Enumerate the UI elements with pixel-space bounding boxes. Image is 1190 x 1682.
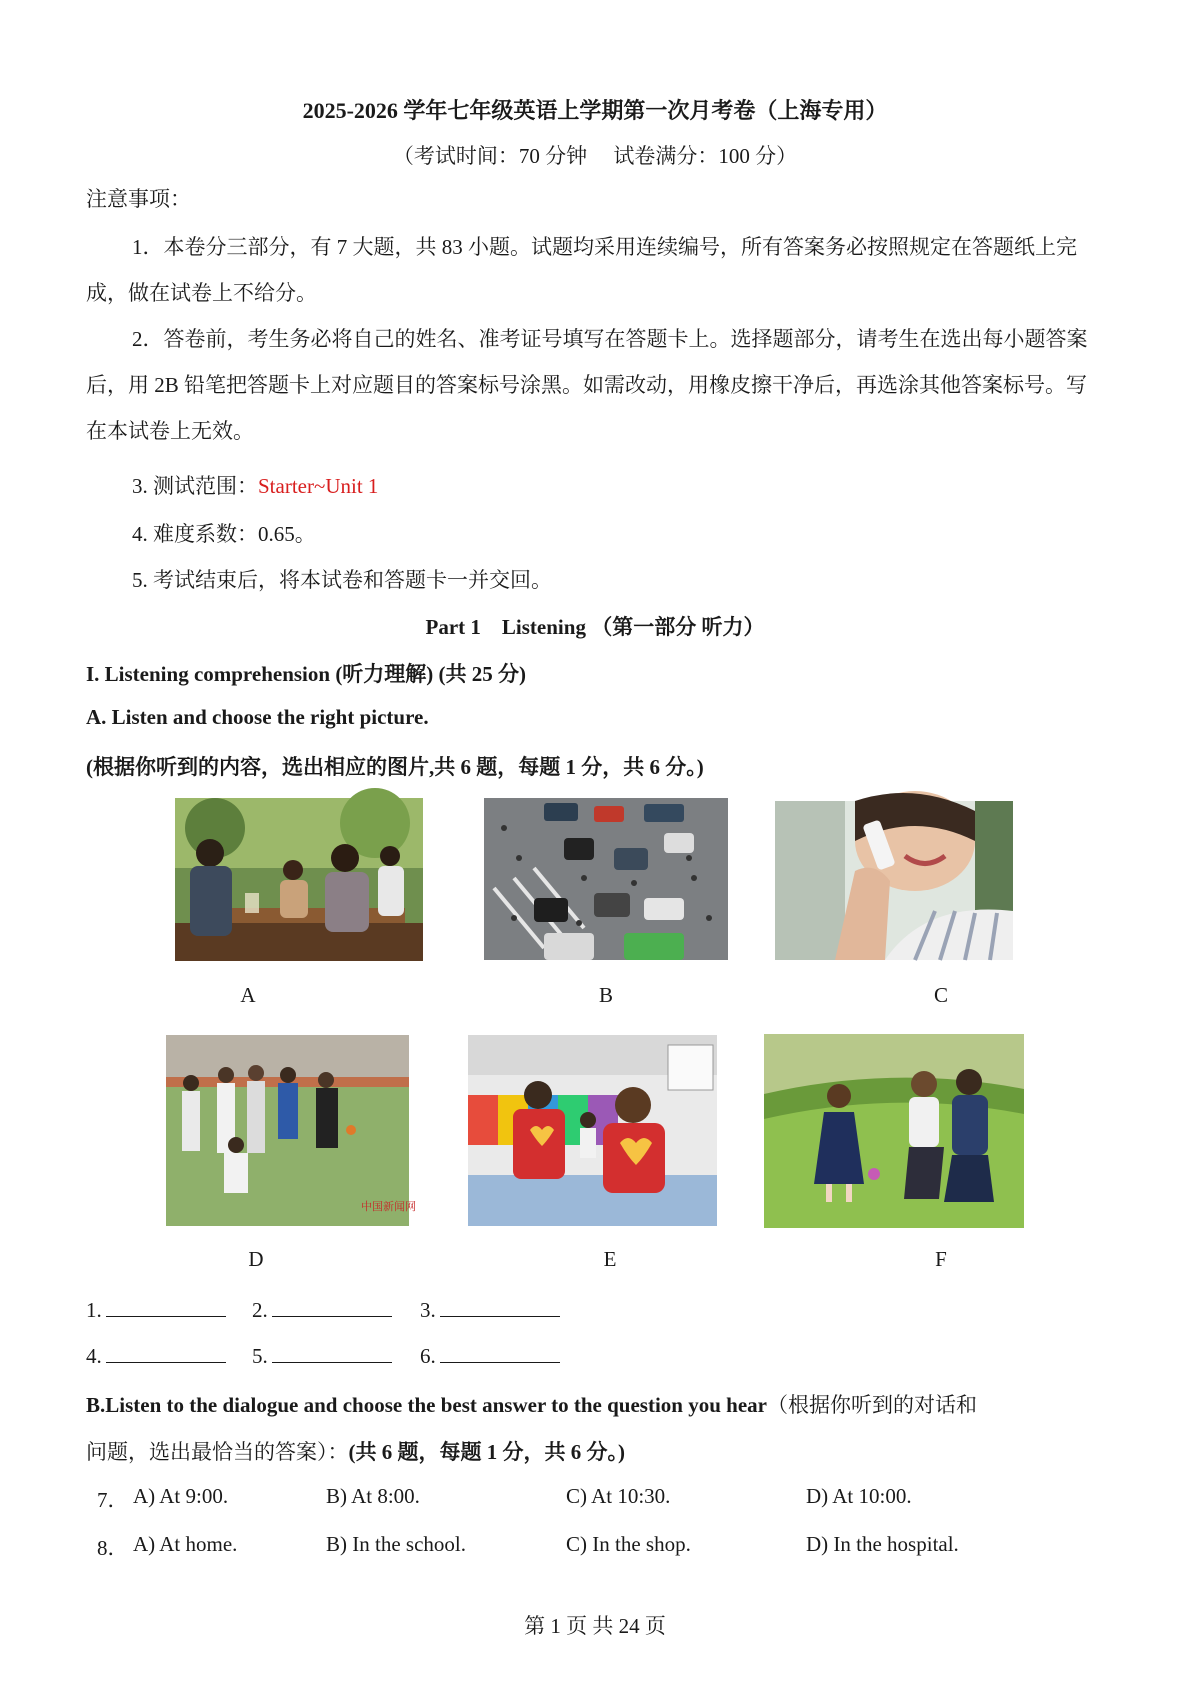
crowded-street-scene-icon [484,798,728,960]
answer-line[interactable] [272,1296,392,1317]
question-7-option-b[interactable]: B) At 8:00. [326,1484,420,1508]
picture-f-label: F [935,1247,947,1271]
section-b-cn-1: （根据你听到的对话和 [766,1393,977,1417]
notes-item-2: 2．答卷前，考生务必将自己的姓名、准考证号填写在答题卡上。选择题部分，请考生在选出每小题答案后，用 2B 铅笔把答题卡上对应题目的答案标号涂黑。如需改动，用橡皮擦干净后，再选涂其他答案标号。写在本试卷上无效。 [86,327,1088,443]
section-b-line-2 [86,1436,625,1466]
picture-e [468,1035,717,1226]
picture-c-label: C [933,983,948,1007]
question-8-option-d[interactable]: D) In the hospital. [806,1532,959,1556]
section-b-line-1 [86,1389,977,1419]
question-7-number: 7． [97,1488,129,1512]
question-8-option-b[interactable]: B) In the school. [326,1532,466,1556]
picture-d [166,1035,416,1226]
answer-line[interactable] [106,1296,226,1317]
notes-item-1: 1．本卷分三部分，有 7 大题，共 83 小题。试题均采用连续编号，所有答案务必按照规定在答题纸上完成，做在试卷上不给分。 [86,235,1077,305]
answer-blank-5[interactable]: 5. [252,1342,392,1369]
photo-watermark: 中国新闻网 [361,1200,416,1213]
picture-d-label: D [248,1247,264,1271]
question-7-option-a[interactable]: A) At 9:00. [133,1484,229,1508]
notes-item-3-prefix: 3. 测试范围： [132,474,258,498]
section-1-heading: I. Listening comprehension (听力理解) (共 25 分) [86,662,527,686]
question-8-option-a[interactable]: A) At home. [133,1532,238,1556]
answer-line[interactable] [272,1342,392,1363]
section-b-score: (共 6 题，每题 1 分，共 6 分。) [348,1440,625,1464]
section-b-title: B.Listen to the dialogue and choose the best answer to the question you hear [86,1393,767,1417]
answer-blank-1[interactable]: 1. [86,1296,226,1323]
question-8-number: 8． [97,1536,129,1560]
picture-e-label: E [603,1247,617,1271]
picture-b-label: B [598,983,613,1007]
picture-b [484,798,728,960]
picture-f [764,1034,1024,1228]
exam-subtitle: （考试时间：70 分钟 试卷满分：100 分） [392,144,798,168]
question-7-option-d[interactable]: D) At 10:00. [806,1484,912,1508]
picture-c [775,801,1013,960]
question-7-option-c[interactable]: C) At 10:30. [566,1484,671,1508]
picture-a [175,798,423,961]
section-b-cn-2: 问题，选出最恰当的答案）： [86,1440,349,1464]
notes-heading: 注意事项： [86,187,191,211]
section-a-title: A. Listen and choose the right picture. [86,705,429,729]
answer-blank-3[interactable]: 3. [420,1296,560,1323]
answer-line[interactable] [106,1342,226,1363]
notes-item-5: 5. 考试结束后，将本试卷和答题卡一并交回。 [132,568,552,592]
part1-heading: Part 1 Listening （第一部分 听力） [425,615,765,639]
question-8-option-c[interactable]: C) In the shop. [566,1532,691,1556]
phone-call-scene-icon [775,801,1013,960]
answer-line[interactable] [440,1296,560,1317]
section-a-instructions: (根据你听到的内容，选出相应的图片,共 6 题，每题 1 分，共 6 分。) [86,755,704,779]
family-park-scene-icon [764,1034,1024,1228]
answer-blank-4[interactable]: 4. [86,1342,226,1369]
test-range: Starter~Unit 1 [258,474,379,498]
answer-line[interactable] [440,1342,560,1363]
restaurant-scene-icon [175,798,423,961]
exam-title: 2025-2026 学年七年级英语上学期第一次月考卷（上海专用） [302,98,888,123]
volunteers-classroom-scene-icon [468,1035,717,1226]
page-number: 第 1 页 共 24 页 [524,1614,666,1638]
notes-item-3 [132,470,378,500]
sports-field-scene-icon [166,1035,416,1226]
answer-blank-6[interactable]: 6. [420,1342,560,1369]
answer-blank-2[interactable]: 2. [252,1296,392,1323]
notes-item-4: 4. 难度系数：0.65。 [132,522,316,546]
picture-a-label: A [240,983,256,1007]
